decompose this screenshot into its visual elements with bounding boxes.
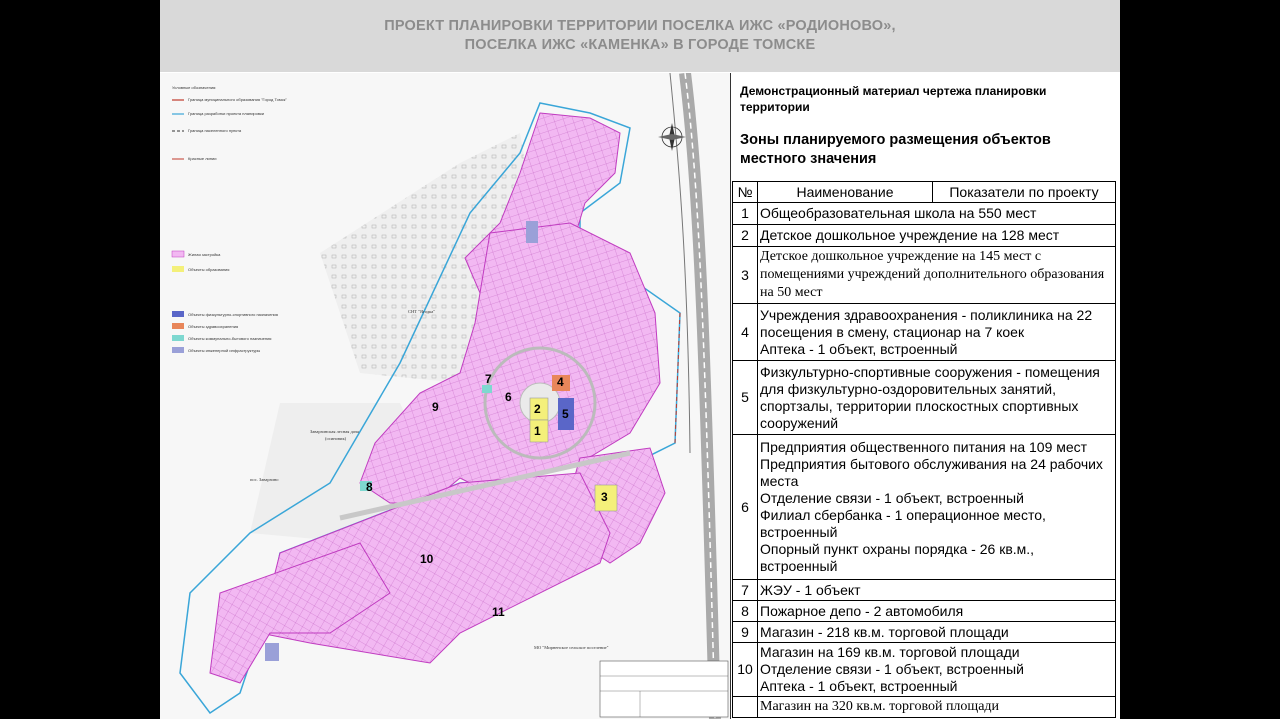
planning-map	[160, 73, 731, 719]
zone-label-11: 11	[492, 605, 505, 619]
row-text: Учреждения здравоохранения - поликлиника на 22 посещения в смену, стационар на 7 коек Аптека - 1 объект, встроенный	[758, 304, 1116, 361]
zone-label-3: 3	[601, 490, 608, 504]
row-num: 2	[733, 225, 758, 247]
zone-label-10: 10	[420, 552, 434, 566]
slide	[160, 0, 1120, 719]
row-text: Пожарное депо - 2 автомобиля	[758, 601, 1116, 622]
table-row	[733, 697, 1116, 718]
zone-label-1: 1	[534, 424, 541, 438]
table-header-row	[733, 182, 1116, 203]
forest-label: Заварзинская лесная дача	[310, 429, 359, 434]
row-text: ЖЭУ - 1 объект	[758, 580, 1116, 601]
infrastructure-1	[526, 221, 538, 243]
row-num: 9	[733, 622, 758, 643]
row-num: 8	[733, 601, 758, 622]
zone-label-4: 4	[557, 375, 564, 389]
legend-item-9: Объекты коммунально-бытового назначения	[188, 336, 272, 341]
legend-item-5: Жилая застройка	[188, 252, 221, 257]
table-row	[733, 580, 1116, 601]
legend-item-4: Красные линии	[188, 156, 217, 161]
row-num	[733, 697, 758, 718]
row-text: Детское дошкольное учреждение на 145 мест с помещениями учреждений дополнительного образования на 50 мест	[758, 247, 1116, 304]
zone-label-9: 9	[432, 400, 439, 414]
row-text: Физкультурно-спортивные сооружения - помещения для физкультурно-оздоровительных занятий, спортзалы, территории плоскостных спортивных сооружений	[758, 361, 1116, 435]
table-row	[733, 247, 1116, 304]
zone-label-2: 2	[534, 402, 541, 416]
table-row	[733, 361, 1116, 435]
legend-item-2: Граница разработки проекта планировки	[188, 111, 264, 116]
row-num: 7	[733, 580, 758, 601]
settlement-label: МО "Мирненское сельское поселение"	[534, 645, 609, 650]
legend-item-7: Объекты физкультурно-спортивного назначения	[188, 312, 278, 317]
map-drawing	[160, 73, 730, 719]
table-row	[733, 643, 1116, 697]
table-row	[733, 225, 1116, 247]
legend-item-1: Граница муниципального образования "Город Томск"	[188, 97, 287, 102]
col-num: №	[733, 182, 758, 203]
row-num: 10	[733, 643, 758, 697]
row-text: Магазин на 169 кв.м. торговой площади Отделение связи - 1 объект, встроенный Аптека - 1 объект, встроенный	[758, 643, 1116, 697]
snt-label: СНТ "Ягодка"	[408, 309, 436, 314]
row-text: Предприятия общественного питания на 109 мест Предприятия бытового обслуживания на 24 рабочих места Отделение связи - 1 объект, встроенный Филиал сбербанка - 1 операционное место, встроенный Опорный пункт охраны порядка - 26 кв.м., встроенный	[758, 435, 1116, 580]
col-value: Показатели по проекту	[933, 182, 1116, 203]
legend-item-3: Граница населенного пункта	[188, 128, 242, 133]
panel-title: Зоны планируемого размещения объектов местного значения	[740, 132, 1051, 167]
col-name: Наименование	[758, 182, 933, 203]
infrastructure-2	[265, 643, 279, 661]
table-row	[733, 203, 1116, 225]
legend-item-6: Объекты образования	[188, 267, 230, 272]
panel-subtitle: Демонстрационный материал чертежа планировки территории	[740, 84, 1047, 114]
legend-item-10: Объекты инженерной инфраструктуры	[188, 348, 261, 353]
forest-sublabel: (осиновик)	[325, 436, 347, 441]
table-row	[733, 622, 1116, 643]
slide-header	[160, 0, 1120, 72]
row-text: Детское дошкольное учреждение на 128 мест	[758, 225, 1116, 247]
zone-label-8: 8	[366, 480, 373, 494]
table-row	[733, 435, 1116, 580]
table-row	[733, 601, 1116, 622]
row-num: 1	[733, 203, 758, 225]
header-title-line2: ПОСЕЛКА ИЖС «КАМЕНКА» В ГОРОДЕ ТОМСКЕ	[464, 37, 816, 53]
header-title-line1: ПРОЕКТ ПЛАНИРОВКИ ТЕРРИТОРИИ ПОСЕЛКА ИЖС «РОДИОНОВО»,	[384, 18, 896, 34]
zone-label-7: 7	[485, 372, 492, 386]
zone-label-6: 6	[505, 390, 512, 404]
row-text: Магазин на 320 кв.м. торговой площади	[758, 697, 1116, 718]
legend-item-8: Объекты здравоохранения	[188, 324, 239, 329]
row-text: Магазин - 218 кв.м. торговой площади	[758, 622, 1116, 643]
zavarzino-label: пос. Заварзино	[250, 477, 279, 482]
legend-title: Условные обозначения:	[172, 85, 217, 90]
zone-label-5: 5	[562, 407, 569, 421]
info-panel	[732, 73, 1120, 719]
row-text: Общеобразовательная школа на 550 мест	[758, 203, 1116, 225]
row-num: 6	[733, 435, 758, 580]
title-block	[600, 661, 728, 717]
table-row	[733, 304, 1116, 361]
row-num: 5	[733, 361, 758, 435]
zone-7-housing-service	[482, 385, 492, 393]
row-num: 3	[733, 247, 758, 304]
facilities-table	[732, 181, 1116, 718]
row-num: 4	[733, 304, 758, 361]
